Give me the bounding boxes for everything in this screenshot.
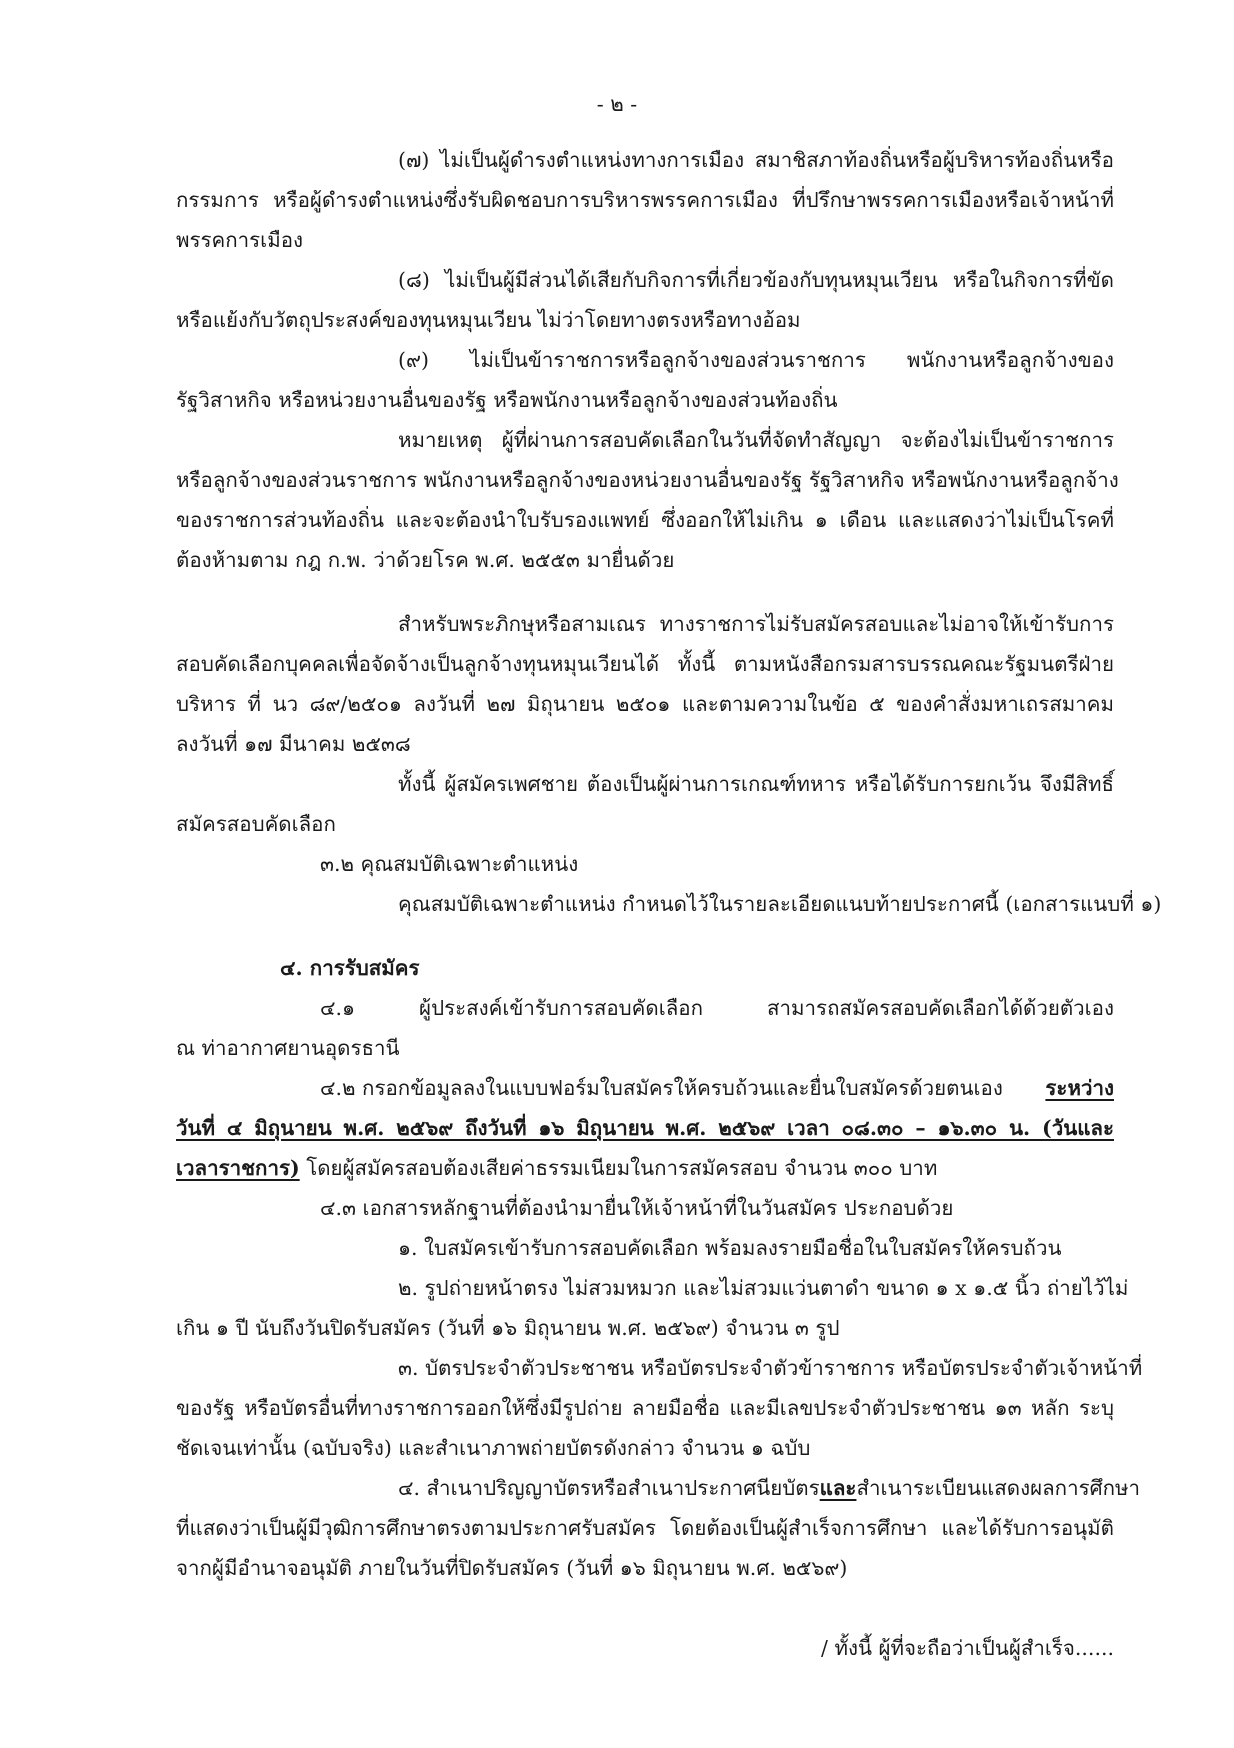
text-line: เกิน ๑ ปี นับถึงวันปิดรับสมัคร (วันที่ ๑๖ มิถุนายน พ.ศ. ๒๕๖๙) จำนวน ๓ รูป [176, 1316, 840, 1340]
text-line: (๘) ไม่เป็นผู้มีส่วนได้เสียกับกิจการที่เกี่ยวข้องกับทุนหมุนเวียน หรือในกิจการที่ขัด [398, 268, 1114, 292]
text-line: ๔.๓ เอกสารหลักฐานที่ต้องนำมายื่นให้เจ้าหน้าที่ในวันสมัคร ประกอบด้วย [320, 1196, 954, 1220]
text-line: ชัดเจนเท่านั้น (ฉบับจริง) และสำเนาภาพถ่ายบัตรดังกล่าว จำนวน ๑ ฉบับ [176, 1436, 811, 1460]
text-line: กรรมการ หรือผู้ดำรงตำแหน่งซึ่งรับผิดชอบการบริหารพรรคการเมือง ที่ปรึกษาพรรคการเมืองหรือเจ้าหน้าที่ [176, 188, 1114, 212]
text-line: จากผู้มีอำนาจอนุมัติ ภายในวันที่ปิดรับสมัคร (วันที่ ๑๖ มิถุนายน พ.ศ. ๒๕๖๙) [176, 1556, 848, 1580]
text-line: หมายเหตุ ผู้ที่ผ่านการสอบคัดเลือกในวันที่จัดทำสัญญา จะต้องไม่เป็นข้าราชการ [398, 428, 1114, 452]
emphasized-text: วันที่ ๔ มิถุนายน พ.ศ. ๒๕๖๙ ถึงวันที่ ๑๖ มิถุนายน พ.ศ. ๒๕๖๙ เวลา ๐๘.๓๐ – ๑๖.๓๐ น. (วันและ [176, 1116, 1114, 1140]
text-line: หรือแย้งกับวัตถุประสงค์ของทุนหมุนเวียน ไม่ว่าโดยทางตรงหรือทางอ้อม [176, 308, 801, 332]
text-run: ๔. สำเนาปริญญาบัตรหรือสำเนาประกาศนียบัตร [398, 1476, 820, 1500]
text-line: ๔.๑ ผู้ประสงค์เข้ารับการสอบคัดเลือก สามารถสมัครสอบคัดเลือกได้ด้วยตัวเอง [320, 996, 1114, 1020]
text-line: คุณสมบัติเฉพาะตำแหน่ง กำหนดไว้ในรายละเอียดแนบท้ายประกาศนี้ (เอกสารแนบที่ ๑) [398, 892, 1162, 916]
text-line: (๙) ไม่เป็นข้าราชการหรือลูกจ้างของส่วนราชการ พนักงานหรือลูกจ้างของ [398, 348, 1114, 372]
text-line: (๗) ไม่เป็นผู้ดำรงตำแหน่งทางการเมือง สมาชิสภาท้องถิ่นหรือผู้บริหารท้องถิ่นหรือ [398, 148, 1114, 172]
emphasized-text: ระหว่าง [1045, 1076, 1114, 1100]
text-line: สำหรับพระภิกษุหรือสามเณร ทางราชการไม่รับสมัครสอบและไม่อาจให้เข้ารับการ [398, 612, 1114, 636]
text-run: ๔.๒ กรอกข้อมูลลงในแบบฟอร์มใบสมัครให้ครบถ้วนและยื่นใบสมัครด้วยตนเอง [320, 1076, 1003, 1100]
text-line: ณ ท่าอากาศยานอุดรธานี [176, 1036, 400, 1060]
text-line [320, 1078, 1114, 1099]
text-line: ของราชการส่วนท้องถิ่น และจะต้องนำใบรับรองแพทย์ ซึ่งออกให้ไม่เกิน ๑ เดือน และแสดงว่าไม่เป็นโรคที่ [176, 508, 1114, 532]
text-line: สอบคัดเลือกบุคคลเพื่อจัดจ้างเป็นลูกจ้างทุนหมุนเวียนได้ ทั้งนี้ ตามหนังสือกรมสารบรรณคณะรัฐมนตรีฝ่าย [176, 652, 1114, 676]
continuation-note: / ทั้งนี้ ผู้ที่จะถือว่าเป็นผู้สำเร็จ...... [821, 1636, 1114, 1660]
text-run: โดยผู้สมัครสอบต้องเสียค่าธรรมเนียมในการสมัครสอบ จำนวน ๓๐๐ บาท [299, 1156, 938, 1180]
text-line: ที่แสดงว่าเป็นผู้มีวุฒิการศึกษาตรงตามประกาศรับสมัคร โดยต้องเป็นผู้สำเร็จการศึกษา และได้รับการอนุมัติ [176, 1516, 1114, 1540]
list-item: ๒. รูปถ่ายหน้าตรง ไม่สวมหมวก และไม่สวมแว่นตาดำ ขนาด ๑ x ๑.๕ นิ้ว ถ่ายไว้ไม่ [398, 1276, 1129, 1300]
section-heading: ๔. การรับสมัคร [280, 956, 420, 980]
text-line: ทั้งนี้ ผู้สมัครเพศชาย ต้องเป็นผู้ผ่านการเกณฑ์ทหาร หรือได้รับการยกเว้น จึงมีสิทธิ์ [398, 772, 1114, 796]
text-line: บริหาร ที่ นว ๘๙/๒๕๐๑ ลงวันที่ ๒๗ มิถุนายน ๒๕๐๑ และตามความในข้อ ๕ ของคำสั่งมหาเถรสมาคม [176, 692, 1114, 716]
subsection-heading: ๓.๒ คุณสมบัติเฉพาะตำแหน่ง [320, 852, 579, 876]
text-line: ลงวันที่ ๑๗ มีนาคม ๒๕๓๘ [176, 732, 411, 756]
text-line: หรือลูกจ้างของส่วนราชการ พนักงานหรือลูกจ้างของหน่วยงานอื่นของรัฐ รัฐวิสาหกิจ หรือพนักงานหรือลูกจ้าง [176, 468, 1119, 492]
list-item: ๓. บัตรประจำตัวประชาชน หรือบัตรประจำตัวข้าราชการ หรือบัตรประจำตัวเจ้าหน้าที่ [398, 1356, 1143, 1380]
page-number: - ๒ - [596, 92, 638, 116]
text-line: สมัครสอบคัดเลือก [176, 812, 336, 836]
text-line: พรรคการเมือง [176, 228, 304, 252]
text-line [176, 1158, 937, 1179]
text-line: ของรัฐ หรือบัตรอื่นที่ทางราชการออกให้ซึ่งมีรูปถ่าย ลายมือชื่อ และมีเลขประจำตัวประชาชน ๑๓ หลัก ระบุ [176, 1396, 1114, 1420]
text-run: สำเนาระเบียนแสดงผลการศึกษา [856, 1476, 1141, 1500]
text-line: รัฐวิสาหกิจ หรือหน่วยงานอื่นของรัฐ หรือพนักงานหรือลูกจ้างของส่วนท้องถิ่น [176, 388, 838, 412]
emphasized-text: เวลาราชการ) [176, 1156, 300, 1180]
list-item: ๑. ใบสมัครเข้ารับการสอบคัดเลือก พร้อมลงรายมือชื่อในใบสมัครให้ครบถ้วน [398, 1236, 1062, 1260]
text-line: ต้องห้ามตาม กฎ ก.พ. ว่าด้วยโรค พ.ศ. ๒๕๕๓ มายื่นด้วย [176, 548, 675, 572]
list-item [398, 1476, 1141, 1500]
emphasized-text: และ [819, 1476, 857, 1500]
